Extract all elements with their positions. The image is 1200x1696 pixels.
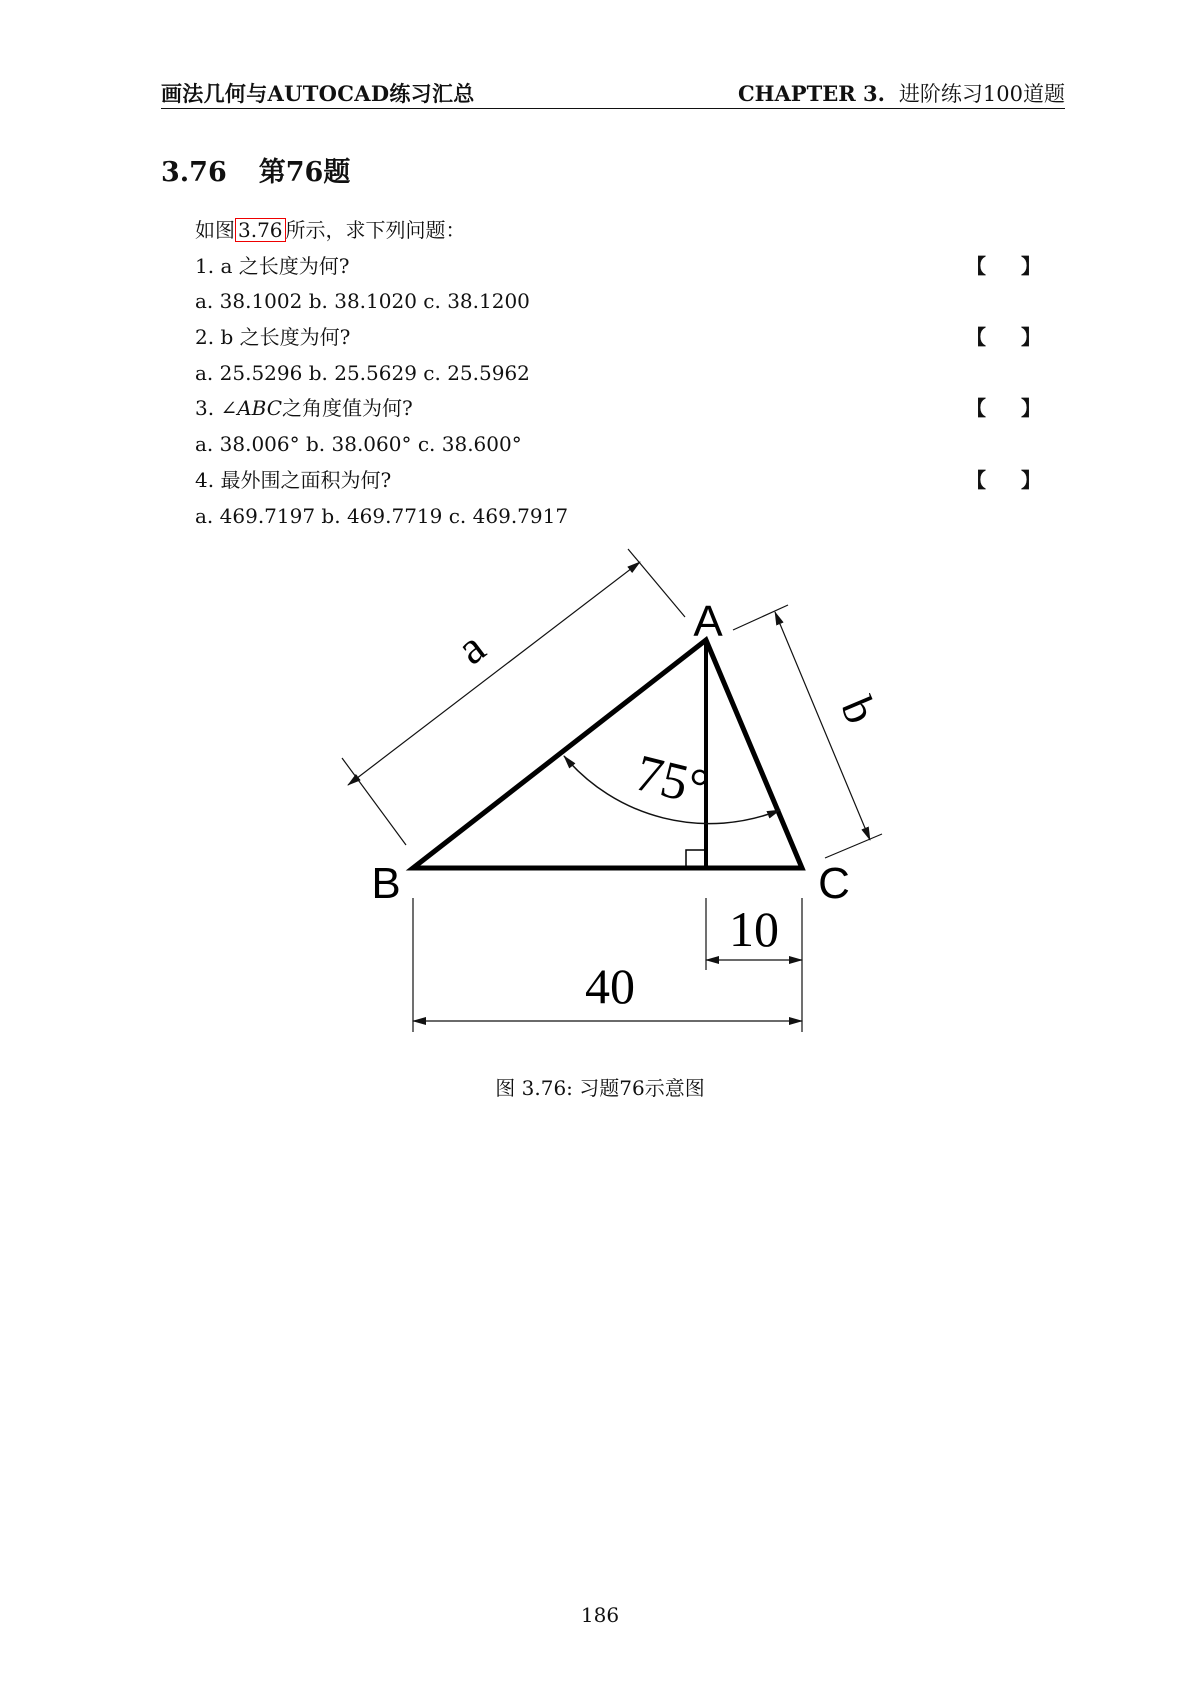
section-title <box>161 150 350 189</box>
answer-bracket: 【 】 <box>966 396 1055 421</box>
triangle-figure <box>0 545 1200 1045</box>
intro-prefix: 如图 <box>195 218 235 242</box>
question-text: 1. a 之长度为何? <box>195 253 350 278</box>
question-4 <box>195 465 1065 501</box>
options-4: a. 469.7197 b. 469.7719 c. 469.7917 <box>195 503 569 528</box>
dimension-line-b <box>775 612 870 840</box>
extension-line-a2 <box>628 549 685 617</box>
intro-suffix: 所示，求下列问题： <box>285 218 466 242</box>
right-angle-mark <box>686 850 706 868</box>
chapter-heading <box>738 78 1065 108</box>
triangle-outline <box>413 640 802 868</box>
intro-line <box>195 215 1065 251</box>
question-text: 4. 最外围之面积为何? <box>195 467 392 492</box>
dimension-line-a <box>348 562 640 785</box>
vertex-label-A: A <box>693 597 723 646</box>
dimension-label-a: a <box>447 621 495 675</box>
answer-bracket: 【 】 <box>966 467 1055 492</box>
extension-line-b1 <box>733 605 788 630</box>
dimension-label-40: 40 <box>585 958 635 1014</box>
question-3 <box>195 393 1065 429</box>
extension-line-b2 <box>825 834 882 858</box>
options-2: a. 25.5296 b. 25.5629 c. 25.5962 <box>195 360 530 385</box>
angle-label: 75° <box>629 744 715 818</box>
options-1: a. 38.1002 b. 38.1020 c. 38.1200 <box>195 289 530 314</box>
page-number: 186 <box>580 1603 620 1627</box>
dimension-label-10: 10 <box>729 901 779 957</box>
dimension-label-b: b <box>831 689 888 731</box>
question-prefix: 3. <box>195 396 221 421</box>
chapter-number: CHAPTER 3. <box>737 81 885 106</box>
question-1 <box>195 251 1065 287</box>
question-suffix: 之角度值为何? <box>282 396 413 421</box>
exercise-content <box>195 215 1065 536</box>
figure-caption: 图 3.76: 习题76示意图 <box>495 1076 705 1100</box>
options-3: a. 38.006° b. 38.060° c. 38.600° <box>195 432 522 457</box>
section-name: 第76题 <box>258 157 351 188</box>
angle-symbol: ∠ABC <box>220 396 283 421</box>
page-header <box>161 74 1065 109</box>
section-number: 3.76 <box>161 157 227 188</box>
extension-line-a1 <box>342 758 406 845</box>
chapter-title: 进阶练习100道题 <box>898 82 1065 106</box>
vertex-label-C: C <box>818 859 850 908</box>
vertex-label-B: B <box>371 859 401 908</box>
figure-reference-link[interactable]: 3.76 <box>235 218 286 242</box>
question-text: 2. b 之长度为何? <box>195 325 351 350</box>
question-2 <box>195 322 1065 358</box>
answer-bracket: 【 】 <box>966 325 1055 350</box>
answer-bracket: 【 】 <box>966 253 1055 278</box>
book-title: 画法几何与AUTOCAD练习汇总 <box>161 81 475 106</box>
